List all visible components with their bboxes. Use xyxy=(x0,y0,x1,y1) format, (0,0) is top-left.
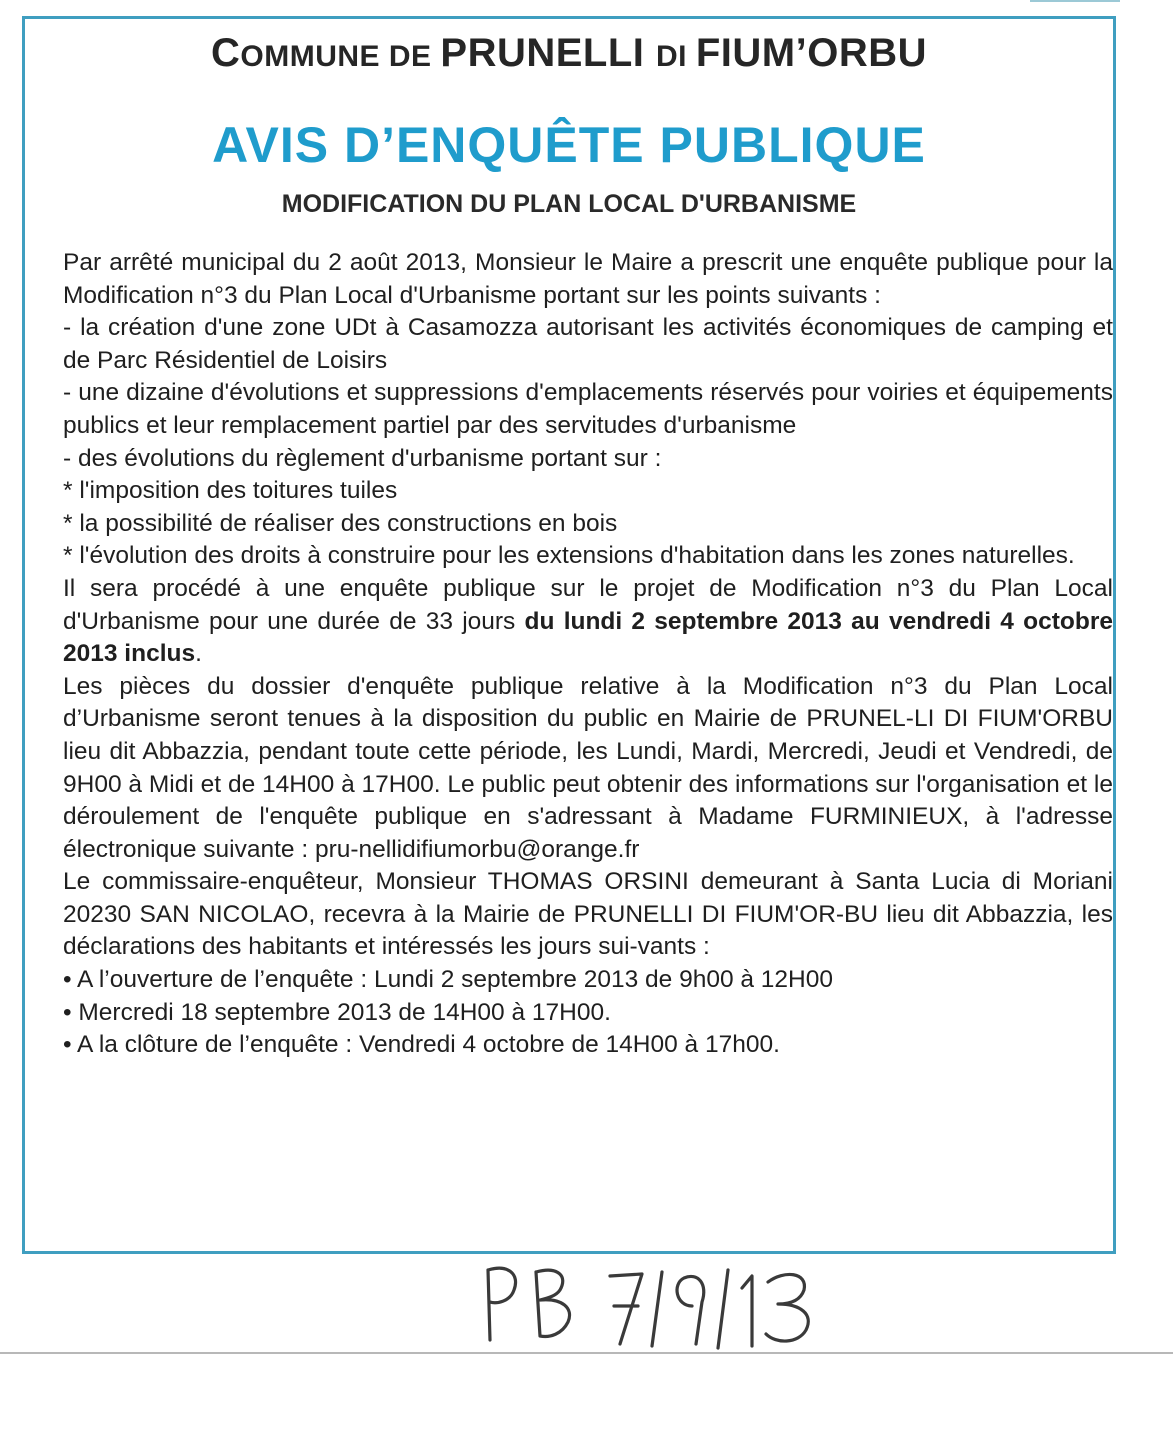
duration-dates: du lundi 2 septembre 2013 au vendredi 4 octobre 2013 inclus xyxy=(63,607,1113,668)
handwritten-annotation xyxy=(470,1262,850,1354)
enquete-duration-paragraph xyxy=(63,573,1113,671)
notice-subtitle: MODIFICATION DU PLAN LOCAL D'URBANISME xyxy=(281,190,857,218)
sub-point-toitures: * l'imposition des toitures tuiles xyxy=(63,477,398,505)
duration-end: . xyxy=(195,640,202,668)
scan-top-edge xyxy=(1030,0,1120,2)
commune-title-de: OMMUNE DE xyxy=(240,40,441,73)
permanence-list xyxy=(63,964,1113,1062)
permanence-mid: • Mercredi 18 septembre 2013 de 14H00 à 17H00. xyxy=(63,998,611,1026)
permanence-closing: • A la clôture de l’enquête : Vendredi 4 octobre de 14H00 à 17h00. xyxy=(63,1031,780,1059)
commune-title-fiumorbu: FIUM’ORBU xyxy=(695,31,927,75)
point-emplacements: - une dizaine d'évolutions et suppressions d'emplacements réservés pour voiries et équipements publics et leur remplacement partiel par des servitudes d'urbanisme xyxy=(63,379,1113,439)
point-zone-udt: - la création d'une zone UDt à Casamozza autorisant les activités économiques de camping et de Parc Résidentiel de Loisirs xyxy=(63,314,1113,374)
sub-point-bois: * la possibilité de réaliser des constructions en bois xyxy=(63,509,618,537)
point-reglement: - des évolutions du règlement d'urbanisme portant sur : xyxy=(63,444,662,472)
commune-title-di: DI xyxy=(656,40,696,73)
public-notice xyxy=(22,16,1116,1254)
scan-bottom-line xyxy=(0,1352,1173,1354)
commune-title-initial: C xyxy=(211,31,241,75)
commune-title xyxy=(25,29,1113,81)
commissaire-paragraph: Le commissaire-enquêteur, Monsieur THOMAS ORSINI demeurant à Santa Lucia di Moriani 20230 SAN NICOLAO, recevra à la Mairie de PRUNELLI DI FIUM'OR-BU lieu dit Abbazzia, les déclarations des habitants et intéressés les jours sui-vants : xyxy=(63,868,1113,961)
sub-point-zones-naturelles: * l'évolution des droits à construire pour les extensions d'habitation dans les zones naturelles. xyxy=(63,542,1075,570)
notice-body xyxy=(63,247,1113,1062)
duration-text: Il sera procédé à une enquête publique sur le projet de Modification n°3 du Plan Local d'Urbanisme pour une durée de 33 jours xyxy=(63,574,1113,635)
dossier-paragraph: Les pièces du dossier d'enquête publique relative à la Modification n°3 du Plan Local d’Urbanisme seront tenues à la disposition du public en Mairie de PRUNEL-LI DI FIUM'ORBU lieu dit Abbazzia, pendant toute cette période, les Lundi, Mardi, Mercredi, Jeudi et Vendredi, de 9H00 à Midi et de 14H00 à 17H00. Le public peut obtenir des informations sur l'organisation et le déroulement de l'enquête publique en s'adressant à Madame FURMINIEUX, à l'adresse électronique suivante : pru-nellidifiumorbu@orange.fr xyxy=(63,672,1113,863)
notice-title: AVIS D’ENQUÊTE PUBLIQUE xyxy=(212,117,926,173)
intro-paragraph: Par arrêté municipal du 2 août 2013, Monsieur le Maire a prescrit une enquête publique pour la Modification n°3 du Plan Local d'Urbanisme portant sur les points suivants : xyxy=(63,249,1113,309)
permanence-opening: • A l’ouverture de l’enquête : Lundi 2 septembre 2013 de 9h00 à 12H00 xyxy=(63,966,834,994)
commune-title-prunelli: PRUNELLI xyxy=(440,31,657,75)
